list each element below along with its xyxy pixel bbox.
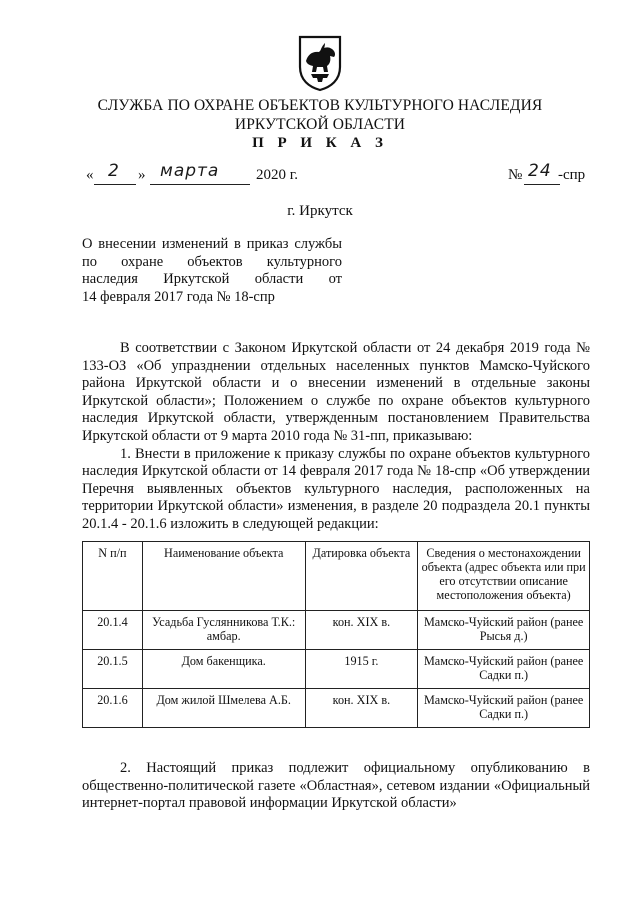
number-suffix: -спр: [558, 167, 586, 183]
table-cell: кон. XIX в.: [305, 689, 418, 728]
number-prefix: №: [508, 167, 523, 183]
preamble-paragraph: В соответствии с Законом Иркутской области от 24 декабря 2019 года № 133-ОЗ «Об упразднении отдельных населенных пунктов Мамско-Чуйского района Иркутской области и о внесении изменений в отдельные законы Иркутской области»; Положением о службе по охране объектов культурного наследия Иркутской области, утвержденным постановлением Правительства Иркутской области от 9 марта 2010 года № 31-пп, приказываю:: [82, 340, 590, 444]
table-header-cell: Наименование объекта: [142, 542, 305, 611]
agency-name-line: ИРКУТСКОЙ ОБЛАСТИ: [234, 116, 406, 133]
table-cell: 20.1.6: [83, 689, 143, 728]
table-row: [83, 611, 590, 650]
table-cell: 1915 г.: [305, 650, 418, 689]
date-number-row: [86, 163, 586, 187]
order-subject: [82, 236, 342, 306]
handwritten-day: 2: [108, 161, 120, 181]
table-cell: Дом бакенщика.: [142, 650, 305, 689]
clause-1-paragraph: 1. Внести в приложение к приказу службы по охране объектов культурного наследия Иркутской области от 14 февраля 2017 года № 18-спр «Об утверждении Перечня выявленных объектов культурного наследия, расположенных на территории Иркутской области» изменения, в разделе 20 подраздела 20.1 пункты 20.1.4 - 20.1.6 изложить в следующей редакции:: [82, 445, 590, 532]
order-body-continued: [82, 760, 590, 813]
open-quote: «: [86, 167, 94, 183]
document-type-title: П Р И К А З: [252, 135, 388, 151]
subject-line: 14 февраля 2017 года № 18-спр: [82, 288, 275, 305]
table-cell: Мамско-Чуйский район (ранее Рысья д.): [418, 611, 590, 650]
table-cell: Усадьба Гуслянникова Т.К.: амбар.: [142, 611, 305, 650]
subject-line: О внесении изменений в приказ службы: [82, 236, 342, 252]
table-header-row: [83, 542, 590, 611]
table-header-cell: Датировка объекта: [305, 542, 418, 611]
table-row: [83, 689, 590, 728]
subject-line: наследия Иркутской области от: [82, 271, 342, 287]
number-underline: [524, 184, 560, 185]
handwritten-number: 24: [528, 161, 552, 181]
table-header-cell: Сведения о местонахождении объекта (адрес объекта или при его отсутствии описание местоположения объекта): [418, 542, 590, 611]
table-cell: 20.1.4: [83, 611, 143, 650]
city-name: г. Иркутск: [287, 203, 353, 219]
table-cell: 20.1.5: [83, 650, 143, 689]
table-cell: кон. XIX в.: [305, 611, 418, 650]
table-header-cell: N п/п: [83, 542, 143, 611]
subject-line: по охране объектов культурного: [82, 253, 342, 270]
order-body: [82, 340, 590, 534]
table-row: [83, 650, 590, 689]
table-cell: Дом жилой Шмелева А.Б.: [142, 689, 305, 728]
agency-name: [60, 96, 580, 134]
day-underline: [94, 184, 136, 185]
agency-name-line: СЛУЖБА ПО ОХРАНЕ ОБЪЕКТОВ КУЛЬТУРНОГО НАСЛЕДИЯ: [97, 97, 543, 114]
month-underline: [150, 184, 250, 185]
clause-2-paragraph: 2. Настоящий приказ подлежит официальному опубликованию в общественно-политической газете «Областная», сетевом издании «Официальный интернет-портал правовой информации Иркутской области»: [82, 760, 590, 812]
coat-of-arms-icon: [297, 34, 343, 92]
heritage-objects-table: [82, 541, 590, 728]
handwritten-month: марта: [160, 161, 220, 181]
table-cell: Мамско-Чуйский район (ранее Садки п.): [418, 689, 590, 728]
close-quote: »: [138, 167, 146, 183]
date-year: 2020 г.: [256, 167, 298, 183]
table-cell: Мамско-Чуйский район (ранее Садки п.): [418, 650, 590, 689]
